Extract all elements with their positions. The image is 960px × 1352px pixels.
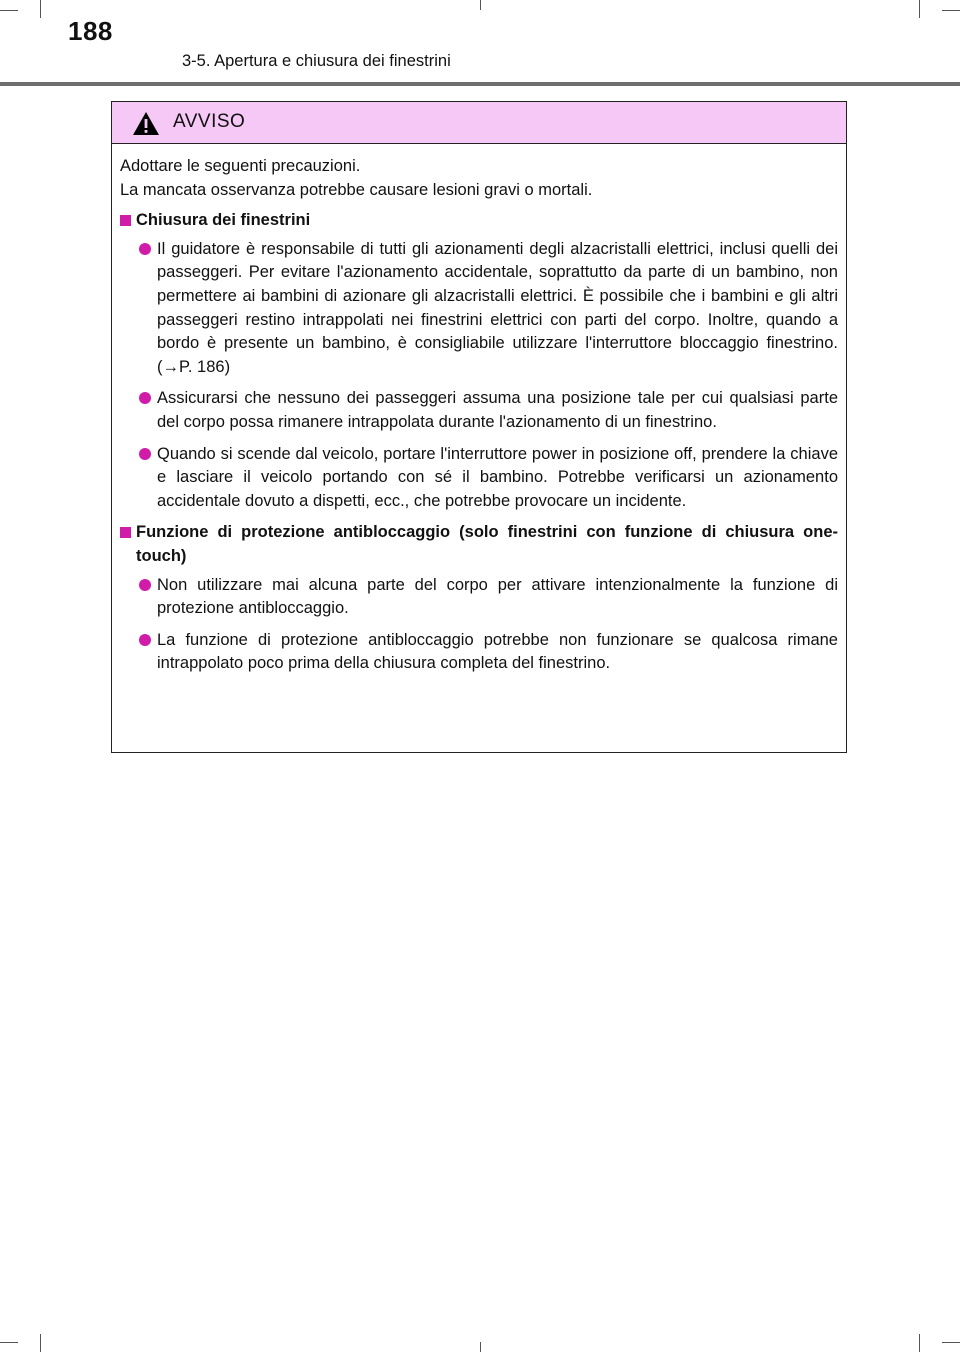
list-item-text: La funzione di protezione antibloccaggio potrebbe non funzionare se qualcosa rimane intrappolato poco prima della chiusura completa del finestrino. bbox=[157, 630, 838, 673]
list-item bbox=[120, 387, 838, 434]
list-item-text: Il guidatore è responsabile di tutti gli azionamenti degli alzacristalli elettrici, inclusi quelli dei passeggeri. Per evitare l'azionamento accidentale, soprattutto da parte di un bambino, non permettere ai bambini di azionare gli alzacristalli elettrici. È possibile che i bambini e gli altri passeggeri restino intrappolati nei finestrini elettrici con parti del corpo. Inoltre, quando a bordo è presente un bambino, è consigliabile utilizzare l'interruttore bloccaggio finestrino. (→P. 186) bbox=[157, 239, 838, 376]
circle-bullet-icon bbox=[139, 243, 151, 255]
section-title bbox=[120, 521, 838, 568]
circle-bullet-icon bbox=[139, 448, 151, 460]
section-title bbox=[120, 209, 838, 233]
list-item bbox=[120, 629, 838, 676]
section-window-closing bbox=[120, 209, 838, 513]
warning-box bbox=[111, 101, 847, 753]
list-item-text: Quando si scende dal veicolo, portare l'interruttore power in posizione off, prendere la chiave e lasciare il veicolo portando con sé il bambino. Potrebbe verificarsi un azionamento accidentale dovuto a dispetti, ecc., che potrebbe provocare un incidente. bbox=[157, 444, 838, 510]
warning-title: AVVISO bbox=[173, 111, 246, 132]
section-jam-protection bbox=[120, 521, 838, 676]
square-bullet-icon bbox=[120, 215, 131, 226]
list-item bbox=[120, 443, 838, 514]
intro-line: Adottare le seguenti precauzioni. bbox=[120, 157, 361, 175]
page-header bbox=[0, 0, 960, 90]
crop-mark bbox=[919, 1334, 920, 1352]
circle-bullet-icon bbox=[139, 579, 151, 591]
square-bullet-icon bbox=[120, 527, 131, 538]
list-item-text: Non utilizzare mai alcuna parte del corpo per attivare intenzionalmente la funzione di protezione antibloccaggio. bbox=[157, 575, 838, 618]
warning-body bbox=[112, 144, 846, 676]
intro-line: La mancata osservanza potrebbe causare lesioni gravi o mortali. bbox=[120, 180, 593, 199]
crop-mark bbox=[480, 1342, 481, 1352]
list-item bbox=[120, 574, 838, 621]
warning-intro bbox=[120, 155, 838, 202]
chapter-title: 3-5. Apertura e chiusura dei finestrini bbox=[182, 52, 451, 70]
crop-mark bbox=[40, 1334, 41, 1352]
circle-bullet-icon bbox=[139, 634, 151, 646]
warning-header bbox=[112, 102, 846, 144]
list-item-text: Assicurarsi che nessuno dei passeggeri assuma una posizione tale per cui qualsiasi parte del corpo possa rimanere intrappolata durante l'azionamento di un finestrino. bbox=[157, 389, 838, 431]
list-item bbox=[120, 238, 838, 380]
crop-mark bbox=[942, 1342, 960, 1343]
header-rule bbox=[0, 82, 960, 86]
section-title-text: Chiusura dei finestrini bbox=[136, 211, 311, 230]
warning-triangle-icon bbox=[132, 111, 160, 141]
page-number: 188 bbox=[68, 16, 113, 46]
circle-bullet-icon bbox=[139, 392, 151, 404]
section-title-text: Funzione di protezione antibloccaggio (solo finestrini con funzione di chiusura one-touch) bbox=[136, 523, 838, 565]
crop-mark bbox=[0, 1342, 18, 1343]
